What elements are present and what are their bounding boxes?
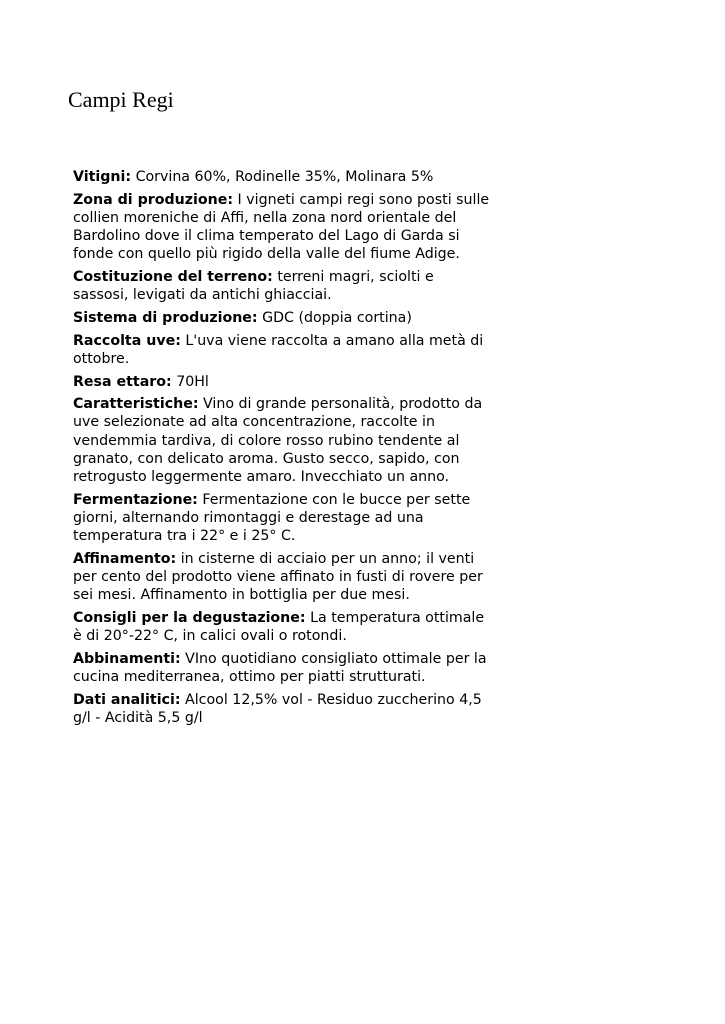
spec-raccolta-uve	[73, 332, 493, 368]
spec-text: L'uva viene raccolta a amano alla metà di ottobre.	[73, 332, 484, 367]
spec-text: La temperatura ottimale è di 20°-22° C, in calici ovali o rotondi.	[73, 609, 485, 645]
spec-label: Caratteristiche:	[73, 396, 199, 413]
spec-caratteristiche	[73, 395, 493, 486]
spec-abbinamenti	[73, 650, 493, 686]
spec-text: Alcool 12,5% vol - Residuo zuccherino 4,5 g/l - Acidità 5,5 g/l	[73, 691, 482, 726]
spec-costituzione-del-terreno	[73, 268, 493, 304]
spec-label: Sistema di produzione:	[73, 309, 258, 326]
spec-text: Fermentazione con le bucce per sette giorni, alternando rimontaggi e derestage ad una temperatura tra i 22° e i 25° C.	[73, 491, 471, 545]
spec-consigli-degustazione	[73, 609, 493, 645]
spec-label: Affinamento:	[73, 550, 177, 567]
spec-zona-di-produzione	[73, 191, 493, 264]
document-title: Campi Regi	[68, 87, 174, 112]
spec-affinamento	[73, 550, 493, 605]
spec-label: Costituzione del terreno:	[73, 269, 273, 286]
spec-dati-analitici	[73, 691, 493, 727]
spec-label: Dati analitici:	[73, 691, 181, 708]
spec-text: in cisterne di acciaio per un anno; il venti per cento del prodotto viene affinato in fusti di rovere per sei mesi. Affinamento in bottiglia per due mesi.	[73, 550, 483, 604]
spec-label: Consigli per la degustazione:	[73, 609, 306, 626]
spec-resa-ettaro	[73, 373, 493, 391]
spec-label: Fermentazione:	[73, 491, 198, 508]
spec-text: 70Hl	[176, 373, 209, 390]
spec-text: Vino di grande personalità, prodotto da uve selezionate ad alta concentrazione, raccolte in vendemmia tardiva, di colore rosso rubino tendente al granato, con delicato aroma. Gusto secco, sapido, con retrogusto leggermente amaro. Invecchiato un anno.	[73, 396, 483, 486]
spec-text: VIno quotidiano consigliato ottimale per la cucina mediterranea, ottimo per piatti strutturati.	[73, 650, 487, 686]
spec-label: Vitigni:	[73, 169, 132, 185]
spec-fermentazione	[73, 491, 493, 546]
wine-spec-list	[73, 168, 493, 732]
spec-label: Zona di produzione:	[73, 191, 234, 208]
spec-text: Corvina 60%, Rodinelle 35%, Molinara 5%	[135, 169, 434, 185]
spec-label: Raccolta uve:	[73, 332, 181, 349]
spec-label: Abbinamenti:	[73, 650, 181, 667]
spec-vitigni	[73, 168, 493, 186]
spec-text: GDC (doppia cortina)	[262, 309, 412, 326]
spec-sistema-di-produzione	[73, 309, 493, 327]
spec-label: Resa ettaro:	[73, 373, 172, 390]
spec-text: I vigneti campi regi sono posti sulle collien moreniche di Affi, nella zona nord orientale del Bardolino dove il clima temperato del Lago di Garda si fonde con quello più rigido della valle del fiume Adige.	[73, 191, 490, 263]
spec-text: terreni magri, sciolti e sassosi, levigati da antichi ghiacciai.	[73, 269, 434, 304]
